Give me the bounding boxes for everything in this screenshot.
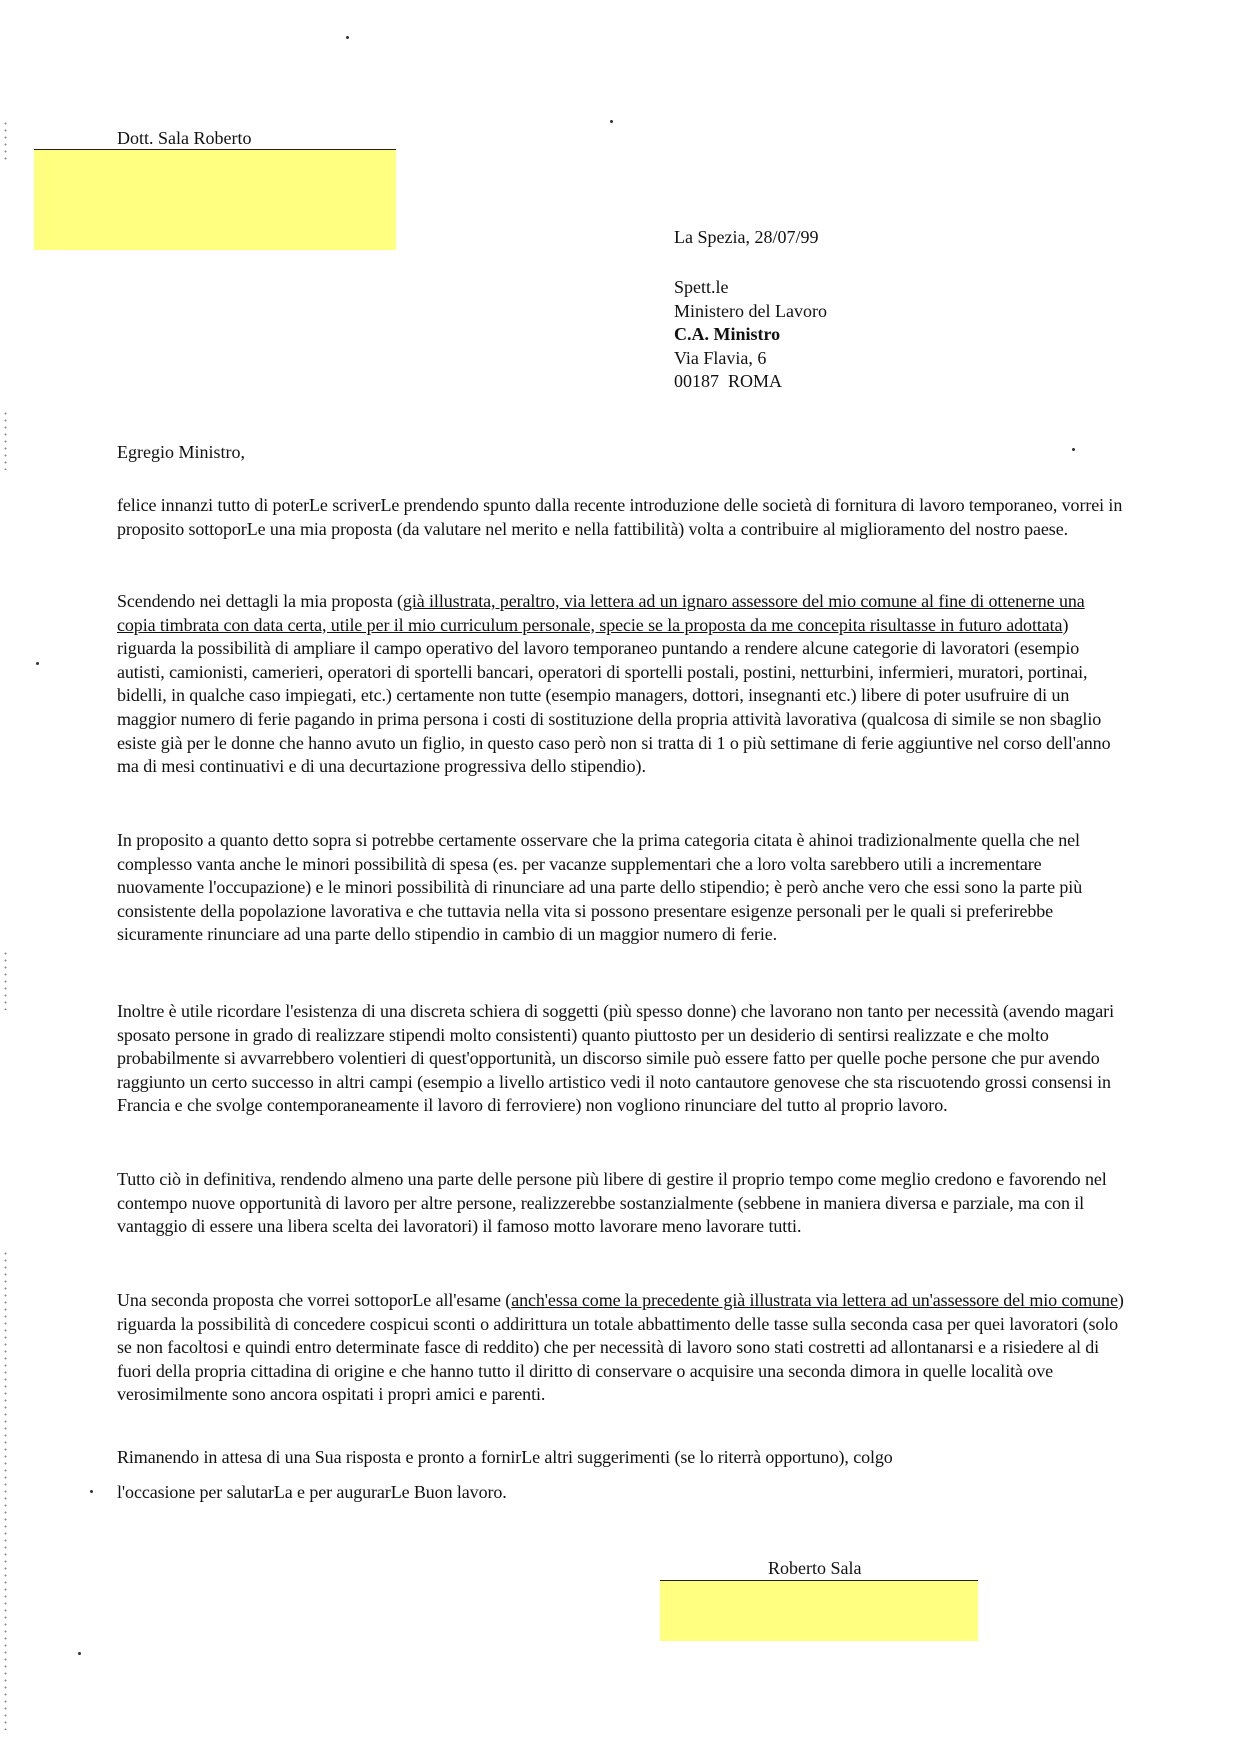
paragraph-4: Inoltre è utile ricordare l'esistenza di una discreta schiera di soggetti (più spesso donne) che lavorano non tanto per necessità (avendo magari sposato persone in grado di realizzare stipendi molto consistenti) quanto piuttosto per un desiderio di sentirsi realizzate e che molto probabilmente si avvarrebbero volentieri di quest'opportunità, un discorso simile può essere fatto per quelle poche persone che pur avendo raggiunto un certo successo in altri campi (esempio a livello artistico vedi il noto cantautore genovese che sta riscuotendo grossi consensi in Francia e che svolge contemporaneamente il lavoro di ferroviere) non vogliono rinunciare del tutto al proprio lavoro. <box>117 1001 1114 1116</box>
scan-speck <box>90 1490 93 1493</box>
scan-speck <box>36 662 39 665</box>
recipient-line-4: Via Flavia, 6 <box>674 347 767 368</box>
recipient-block <box>674 276 827 394</box>
scan-speck <box>610 120 613 123</box>
scan-speck <box>1072 448 1075 451</box>
closing-line-1: Rimanendo in attesa di una Sua risposta e pronto a fornirLe altri suggerimenti (se lo riterrà opportuno), colgo <box>117 1447 893 1467</box>
paragraph-6 <box>117 1289 1127 1407</box>
date-line: La Spezia, 28/07/99 <box>674 227 819 247</box>
scan-edge-marks-top <box>4 120 7 160</box>
paragraph-1: felice innanzi tutto di poterLe scriverLe prendendo spunto dalla recente introduzione delle società di fornitura di lavoro temporaneo, vorrei in proposito sottoporLe una mia proposta (da valutare nel merito e nella fattibilità) volta a contribuire al miglioramento del nostro paese. <box>117 495 1123 539</box>
sender-name: Dott. Sala Roberto <box>117 128 252 148</box>
paragraph-2-body: ) riguarda la possibilità di ampliare il campo operativo del lavoro temporaneo puntando a rendere alcune categorie di lavoratori (esempio autisti, camionisti, camerieri, operatori di sportelli bancari, operatori di sportelli postali, postini, netturbini, infermieri, muratori, portinai, bidelli, in qualche caso impiegati, etc.) certamente non tutte (esempio managers, dottori, insegnanti etc.) libere di poter usufruire di un maggior numero di ferie pagando in prima persona i costi di sostituzione della propria attività lavorativa (qualcosa di simile se non sbaglio esiste già per le donne che hanno avuto un figlio, in questo caso però non si tratta di 1 o più settimane di ferie aggiuntive nel corso dell'anno ma di mesi continuativi e di una decurtazione progressiva dello stipendio). <box>117 614 1111 777</box>
paragraph-6-intro: Una seconda proposta che vorrei sottoporLe all'esame ( <box>117 1290 512 1310</box>
signature-redaction <box>660 1580 978 1641</box>
paragraph-6-underlined-note: anch'essa come la precedente già illustrata via lettera ad un'assessore del mio comune <box>511 1290 1118 1310</box>
scan-speck <box>78 1652 81 1655</box>
paragraph-6-body: ) riguarda la possibilità di concedere cospicui sconti o addirittura un totale abbattimento delle tasse sulla seconda casa per quei lavoratori (solo se non facoltosi e quindi entro determinate fasce di reddito) che per necessità di lavoro sono stati costretti ad allontanarsi e a risiedere al di fuori della propria cittadina di origine e che hanno tutto il diritto di conservare o acquisire una seconda dimora in quelle località ove verosimilmente sono ancora ospitati i propri amici e parenti. <box>117 1290 1124 1405</box>
paragraph-5: Tutto ciò in definitiva, rendendo almeno una parte delle persone più libere di gestire il proprio tempo come meglio credono e favorendo nel contempo nuove opportunità di lavoro per altre persone, realizzerebbe sostanzialmente (sebbene in maniera diversa e parziale, ma con il vantaggio di essere una libera scelta dei lavoratori) il famoso motto lavorare meno lavorare tutti. <box>117 1169 1107 1237</box>
salutation: Egregio Ministro, <box>117 442 245 462</box>
scan-edge-marks-upper <box>4 410 7 470</box>
recipient-line-5: 00187 ROMA <box>674 371 783 391</box>
signature-name: Roberto Sala <box>768 1558 862 1578</box>
paragraph-3: In proposito a quanto detto sopra si potrebbe certamente osservare che la prima categoria citata è ahinoi tradizionalmente quella che nel complesso vanta anche le minori possibilità di spesa (es. per vacanze supplementari che a loro volta sarebbero utili a incrementare nuovamente l'occupazione) e le minori possibilità di rinunciare ad una parte dello stipendio; è però anche vero che essi sono la parte più consistente della popolazione lavorativa e che tuttavia nella vita si possono presentare esigenze personali per le quali si preferirebbe sicuramente rinunciare ad una parte dello stipendio in cambio di un maggior numero di ferie. <box>117 830 1083 945</box>
recipient-line-2: Ministero del Lavoro <box>674 300 827 321</box>
scan-edge-marks-middle <box>4 950 7 1010</box>
scan-speck <box>346 36 349 39</box>
scan-edge-marks-lower <box>4 1250 7 1730</box>
sender-address-redaction <box>34 149 396 250</box>
recipient-line-3: C.A. Ministro <box>674 324 781 344</box>
paragraph-2-intro: Scendendo nei dettagli la mia proposta ( <box>117 591 403 611</box>
paragraph-2-underlined-note: già illustrata, peraltro, via lettera ad un ignaro assessore del mio comune al fine di ottenerne una copia timbrata con data certa, utile per il mio curriculum personale, specie se la proposta da me concepita risultasse in futuro adottata <box>117 591 1085 635</box>
paragraph-2 <box>117 590 1127 779</box>
closing-line-2: l'occasione per salutarLa e per augurarLe Buon lavoro. <box>117 1482 507 1502</box>
recipient-line-1: Spett.le <box>674 277 729 297</box>
